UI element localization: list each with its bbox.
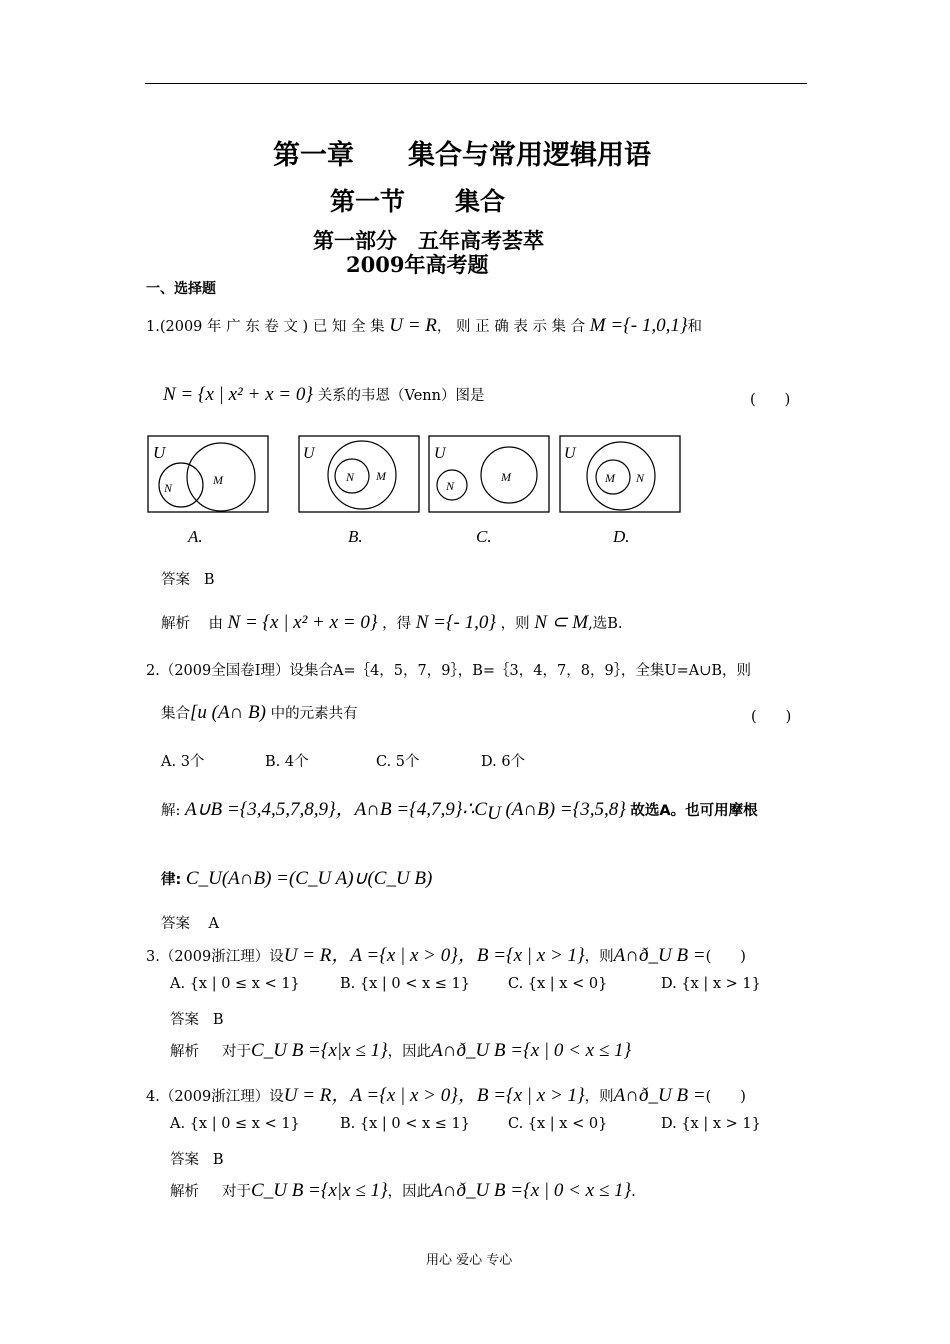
q2-option-d: D. 6个: [481, 754, 526, 770]
q4-option-b: B. {x | 0 < x ≤ 1}: [340, 1116, 470, 1132]
svg-text:U: U: [303, 445, 315, 462]
q4-option-c: C. {x | x < 0}: [508, 1116, 608, 1132]
venn-label-b: B.: [348, 527, 363, 546]
q1-analysis: 解析 由 N = {x | x² + x = 0} ，得 N ={- 1,0} ，则 N ⊂ M,选B.: [161, 612, 623, 633]
q4-option-a: A. {x | 0 ≤ x < 1}: [170, 1116, 300, 1132]
q2-option-c: C. 5个: [376, 754, 420, 770]
q1-answer: 答案 B: [161, 572, 215, 588]
q4-analysis: 解析 对于C_U B ={x|x ≤ 1}，因此A∩ð_U B ={x | 0 < x ≤ 1}.: [170, 1180, 636, 1201]
q2-answer: 答案 A: [161, 916, 219, 932]
svg-text:M: M: [213, 473, 223, 487]
q2-option-b: B. 4个: [265, 754, 309, 770]
header-rule: [145, 83, 807, 84]
q3-option-c: C. {x | x < 0}: [508, 976, 608, 992]
q1-line2: N = {x | x² + x = 0} 关系的韦恩（Venn）图是: [163, 384, 485, 405]
venn-label-d: D.: [613, 527, 630, 546]
svg-text:M: M: [605, 471, 615, 485]
svg-text:U: U: [153, 443, 166, 462]
q3-option-a: A. {x | 0 ≤ x < 1}: [170, 976, 300, 992]
q4-line1: 4.（2009浙江理）设U = R，A ={x | x > 0}，B ={x | x > 1}，则A∩ð_U B =( ): [146, 1085, 746, 1106]
venn-label-c: C.: [476, 527, 492, 546]
part-title: 第一部分 五年高考荟萃: [313, 228, 544, 253]
q3-line1: 3.（2009浙江理）设U = R，A ={x | x > 0}，B ={x | x > 1}，则A∩ð_U B =( ): [146, 945, 746, 966]
section-heading: 一、选择题: [146, 281, 216, 297]
venn-d: [560, 436, 680, 512]
q2-option-a: A. 3个: [161, 754, 205, 770]
venn-label-a: A.: [188, 527, 203, 546]
q1-text: 1.(2009 年 广 东 卷 文 ) 已 知 全 集 U = R， 则 正 确 表 示 集 合 M ={- 1,0,1}和: [146, 315, 702, 336]
q2-line1: 2.（2009全国卷Ⅰ理）设集合A=｛4，5，7，9｝，B=｛3，4，7，8，9｝，全集U=A∪B，则: [146, 663, 752, 679]
q3-analysis: 解析 对于C_U B ={x|x ≤ 1}，因此A∩ð_U B ={x | 0 < x ≤ 1}: [170, 1040, 632, 1061]
svg-text:N: N: [446, 479, 455, 493]
svg-text:M: M: [501, 470, 511, 484]
svg-text:U: U: [434, 445, 446, 462]
svg-text:U: U: [564, 445, 576, 462]
q4-answer: 答案 B: [170, 1152, 224, 1168]
q2-paren: ( ): [751, 709, 792, 725]
q3-answer: 答案 B: [170, 1012, 224, 1028]
venn-a: [148, 436, 268, 512]
section-title: 第一节 集合: [330, 187, 506, 216]
year-title: 2009年高考题: [346, 252, 489, 277]
venn-b: [299, 436, 419, 512]
q2-solution-line2: 律: C_U(A∩B) =(C_U A)∪(C_U B): [161, 868, 433, 889]
venn-diagrams: [140, 428, 700, 523]
chapter-title: 第一章 集合与常用逻辑用语: [273, 140, 651, 171]
q4-option-d: D. {x | x > 1}: [661, 1116, 761, 1132]
svg-text:M: M: [376, 469, 386, 483]
q1-paren: ( ): [750, 392, 791, 408]
page-footer: 用心 爱心 专心: [426, 1253, 513, 1268]
q3-option-d: D. {x | x > 1}: [661, 976, 761, 992]
svg-text:N: N: [346, 470, 355, 484]
q2-solution: 解: A∪B ={3,4,5,7,8,9}，A∩B $=\{4,7,9\}\therefore C_U$ (A∩B) ={3,5,8} 故选A。也可用摩根: [161, 799, 758, 824]
q3-option-b: B. {x | 0 < x ≤ 1}: [340, 976, 470, 992]
svg-text:N: N: [164, 481, 173, 495]
svg-text:N: N: [636, 471, 645, 485]
venn-c: [429, 436, 549, 512]
q2-line2: 集合[u (A∩ B) 中的元素共有: [161, 702, 358, 723]
